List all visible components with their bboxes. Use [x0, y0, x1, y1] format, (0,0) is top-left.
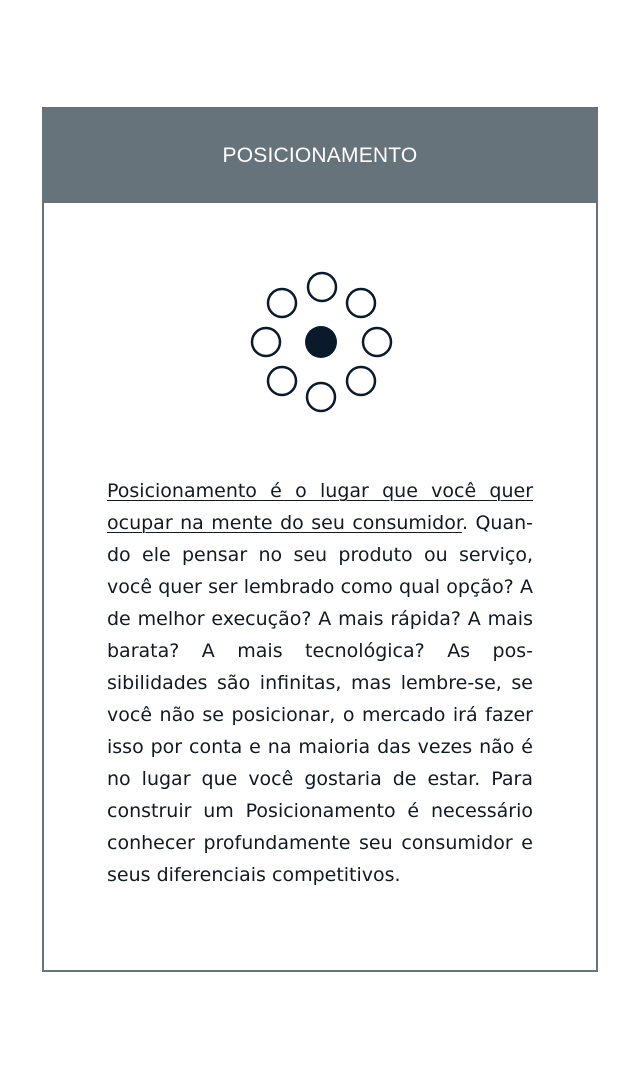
card-text-lead: Posicionamento é o lugar que você quer ocupar na mente do seu consumidor	[107, 480, 533, 534]
outer-dot	[268, 367, 296, 395]
card-text-rest: . Quando ele pensar no seu produto ou serviço, você quer ser lembrado como qual opção? A de melhor execução? A mais rápida? A mais barata? A mais tecnológica? As possibilidades são infinitas, mas lembre-se, se você não se posicionar, o mercado irá fazer isso por conta e na maioria das vezes não é no lugar que você gostaria de estar. Para construir um Posicionamento é necessário conhecer profundamente seu consumidor e seus diferenciais competitivos.	[107, 512, 533, 886]
outer-dot	[252, 328, 280, 356]
outer-dot	[308, 273, 336, 301]
card-title: POSICIONAMENTO	[222, 144, 418, 167]
outer-dot	[307, 383, 335, 411]
outer-dot	[363, 328, 391, 356]
center-dot	[305, 326, 337, 358]
outer-dot	[347, 367, 375, 395]
outer-dot	[268, 289, 296, 317]
outer-dot	[347, 289, 375, 317]
card-body-text	[107, 475, 533, 891]
target-dots-icon	[247, 268, 397, 418]
positioning-card	[42, 107, 598, 972]
card-header	[44, 109, 596, 203]
